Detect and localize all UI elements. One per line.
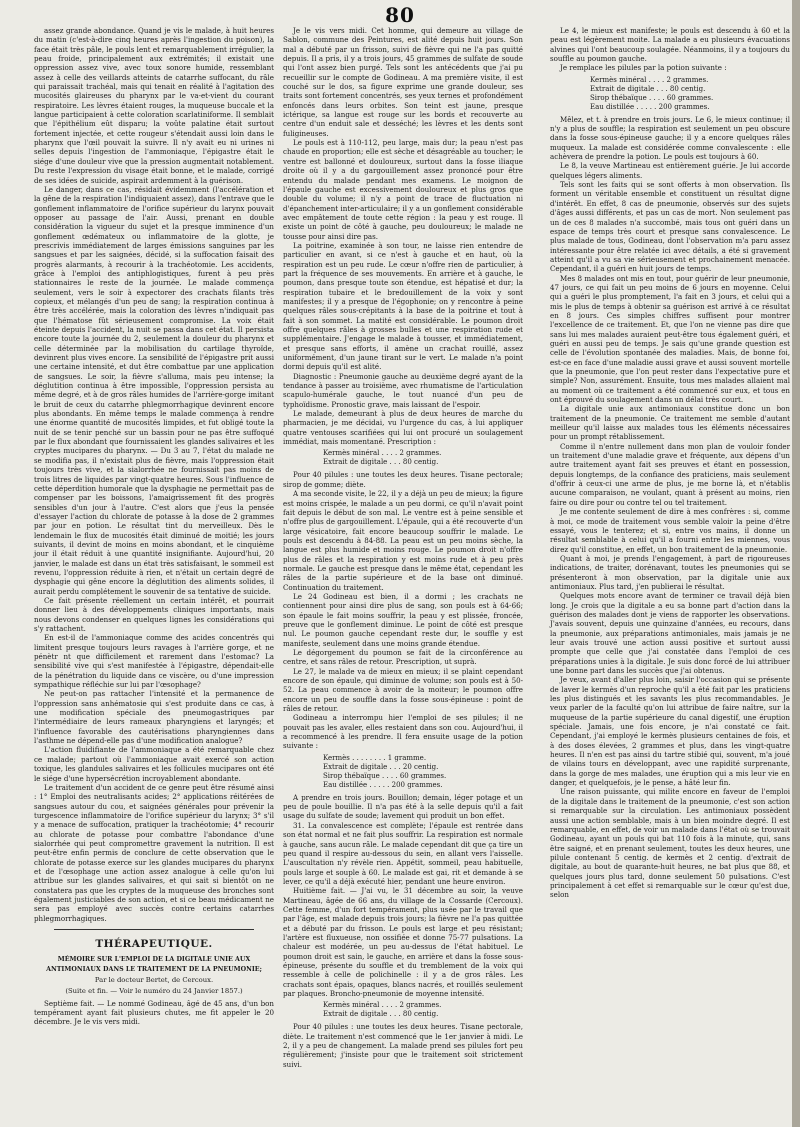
paragraph: 31. La convalescence est complète; l'épaule est rentrée dans son état normal et ne fait plus souffrir. La respiration est normale à gauche, sans aucun râle. Le malade cependant dit que ça tire un peu quand il respire au-dessous du sein, en allant vers l'aisselle. L'auscultation n'y révèle rien. Appétit, sommeil, peau habituelle, pouls large et souple à 60. Le malade est gai, rit et demande à se lever, ce qu'il a déjà exécuté hier, pendant une heure environ. (283, 820, 523, 886)
paragraph: assez grande abondance. Quand je vis le malade, à huit heures du matin (c'est-à-dire cinq heures après l'ingestion du poison), la face était très pâle, le pouls lent et remarquablement irrégulier, la peau froide, principalement aux extrémités; il existait une oppression assez vive, avec toux sonore humide, ressemblant assez à celle des veillards atteints de catarrhe suffocant, du râle qui paraissait trachéal, mais qui tenait en réalité à l'agitation des mucosités glaireuses du pharynx par le va-et-vient du courant respiratoire. Les lèvres étaient rouges, la muqueuse buccale et la langue participaient à cette coloration scarlatiniforme. Il semblait que l'épithélium eût disparu; la voûte palatine était surtout fortement injectée, et cette rougeur s'étendait aussi loin dans le pharynx que l'œil pouvait la suivre. Il n'y avait eu ni urines ni selles depuis l'ingestion de l'ammoniaque, l'épigastre était le siége d'une douleur vive que la pression augmentait notablement. Du reste l'expression du visage était bonne, et le malade, corrigé de ses idées de suicide, aspirait ardemment à la guérison. (34, 26, 274, 185)
prescription-line: Extrait de digitale . . . 20 centig. (323, 762, 439, 771)
prescription (323, 754, 523, 790)
paragraph: Le 27, le malade va de mieux en mieux; il se plaint cependant encore de son épaule, qui diminue de volume; son pouls est à 50-52. La peau commence à avoir de la moiteur; le poumon offre encore un peu de souffle dans la fosse sous-épineuse : point de râles de retour. (283, 666, 523, 714)
paragraph: Comme il n'entre nullement dans mon plan de vouloir fonder un traitement d'une maladie grave et fréquente, aux dépens d'un autre traitement ayant fait ses preuves et étant en possession, depuis longtemps, de la confiance des praticiens, mais seulement d'offrir à ceux-ci une arme de plus, je me borne là, et n'établis aucune comparaison, ne voulant, quant à présent au moins, rien faire ou dire pour ou contre tel ou tel traitement. (550, 441, 790, 507)
paragraph: Le traitement d'un accident de ce genre peut être résumé ainsi : 1° Emploi des neutralisants acides; 2° applications réitérées de sangsues autour du cou, et saignées générales pour prévenir la turgescence inflammatoire de l'orifice supérieur du larynx; 3° s'il y a menace de suffocation, pratiquer la trachéotomie; 4° recourir au chlorate de potasse pour combattre l'abondance d'une sialorrhée qui peut compromettre gravement la nutrition. Il est peut-être enfin permis de conclure de cette observation que le chlorate de potasse exerce sur les glandes mucipares du pharynx et de l'œsophage une action assez analogue à celle qu'on lui attribue sur les glandes salivaires, et qui sait si bientôt on ne constatera pas que les cryptes de la muqueuse des bronches sont également justiciables de son action, et si ce beau médicament ne sera pas employé avec succès contre certains catarrhes phlegmorrhagiques. (34, 782, 274, 923)
column-middle (283, 26, 523, 1069)
column-right (550, 26, 790, 900)
paragraph: Septième fait. — Le nommé Godineau, âgé de 45 ans, d'un bon tempérament ayant fait plusieurs chutes, me fit appeler le 20 décembre. Je le vis vers midi. (34, 998, 274, 1027)
paragraph: La digitale unie aux antimoniaux constitue donc un bon traitement de la pneumonie. Ce traitement me semble d'autant meilleur qu'il laisse aux malades tous les éléments nécessaires pour un prompt rétablissement. (550, 404, 790, 442)
prescription (323, 1001, 523, 1019)
paragraph: La poitrine, examinée à son tour, ne laisse rien entendre de particulier en avant, si ce n'est à gauche et en haut, où la respiration est un peu rude. Le cœur n'offre rien de particulier, à part la fréquence de ses mouvements. En arrière et à gauche, le poumon, dans presque toute son étendue, est hépatisé et dur; la respiration tubaire et le bredouillement de la voix y sont manifestes; il y a presque de l'égophonie; on y rencontre à peine quelques râles sous-crépitants à la base de la poitrine et tout à fait à son sommet. La matité est considérable. Le poumon droit offre quelques râles à grosses bulles et une respiration rude et supplémentaire. J'engage le malade à tousser, et immédiatement, et presque sans efforts, il amène un crachat rouillé, assez uniformément, d'un jaune tirant sur le vert. Le malade n'a point dormi depuis qu'il est alité. (283, 240, 523, 372)
prescription (590, 76, 790, 112)
page-number: 80 (385, 3, 415, 27)
byline: Par le docteur Bertet, de Cercoux. (94, 976, 214, 985)
prescription-line: Eau distillée . . . . . 200 grammes. (590, 102, 710, 111)
paragraph: Pour 40 pilules : une toutes les deux heures. Tisane pectorale; sirop de gomme; diète. (283, 470, 523, 489)
paragraph: Je veux, avant d'aller plus loin, saisir l'occasion qui se présente de laver le kermès d'un reproche qu'il a été fait par les praticiens les plus distingués et les savants les plus recommandables. Je veux parler de la faculté qu'on lui attribue de faire naître, sur la muqueuse de la partie supérieure du canal digestif, une éruption spéciale. Jamais, une fois encore, je n'ai constaté ce fait. Cependant, j'ai employé le kermès plusieurs centaines de fois, et à des doses élevées, 2 grammes et plus, dans les vingt-quatre heures. Il n'en est pas ainsi du tartre stibié qui, souvent, m'a joué de vilains tours en développant, avec une rapidité surprenante, dans la gorge de mes malades, une éruption qui a mis leur vie en danger, et quelquefois, je le pense, a hâté leur fin. (550, 675, 790, 788)
source-note: (Suite et fin. — Voir le numéro du 24 Janvier 1857.) (65, 987, 243, 996)
prescription-line: Kermès minéral . . . . 2 grammes. (323, 1001, 442, 1010)
paragraph: Godineau a interrompu hier l'emploi de ses pilules; il ne pouvait pas les avaler, elles restaient dans son cou. Aujourd'hui, il a recommencé à les prendre. Il fera ensuite usage de la potion suivante : (283, 713, 523, 751)
divider (54, 929, 254, 930)
paragraph: Mes 8 malades ont mis en tout, pour guérir de leur pneumonie, 47 jours, ce qui fait un peu moins de 6 jours en moyenne. Celui qui a guéri le plus promptement, l'a fait en 3 jours, et celui qui a mis le plus de temps à obtenir sa guérison est arrivé à ce résultat en 8 jours. Ces simples chiffres suffisent pour montrer l'excellence de ce traitement. Et, que l'on ne vienne pas dire que sans lui mes malades auraient peut-être tous également guéri, et guéri en aussi peu de temps. Je sais qu'une grande question est celle de l'évolution spontanée des maladies. Mais, de bonne foi, est-ce en face d'une maladie aussi grave et aussi souvent mortelle que la pneumonie, que l'on peut rester dans l'expectative pure et simple? Non, assurément. Ensuite, tous mes malades allaient mal au moment où ce traitement a été commencé sur eux, et tous en ont éprouvé du soulagement dans un délai très court. (550, 273, 790, 405)
prescription-line: Extrait de digitale . . . 80 centig. (323, 458, 439, 467)
section-heading: THÉRAPEUTIQUE. (95, 938, 213, 950)
paragraph: Ce fait présente réellement un certain intérêt, et pourrait donner lieu à des développements cliniques importants, mais nous devons condenser en quelques lignes les considérations qui s'y rattachent. (34, 595, 274, 633)
prescription-line: Sirop thébaïque . . . . 60 grammes. (590, 93, 714, 102)
paragraph: Une raison puissante, qui milite encore en faveur de l'emploi de la digitale dans le traitement de la pneumonie, c'est son action si remarquable sur la circulation. Les antimoniaux possèdent aussi une action semblable, mais à un bien moindre degré. Il est remarquable, en effet, de voir un malade dans l'état où se trouvait Godineau, ayant un pouls qui bat 110 fois à la minute, qui, sans être saigné, et en prenant seulement, toutes les deux heures, une pilule contenant 5 centig. de kermès et 2 centig. d'extrait de digitale, au bout de quarante-huit heures, ne bat plus que 88, et quelques jours plus tard, donne seulement 50 pulsations. C'est principalement à cet effet si remarquable sur le cœur qu'est due, selon (550, 787, 790, 900)
paragraph: Le dégorgement du poumon se fait de la circonférence au centre, et sans râles de retour. Prescription, ut suprà. (283, 648, 523, 667)
page-edge (792, 0, 800, 1127)
paragraph: Le pouls est à 110-112, peu large, mais dur; la peau n'est pas chaude en proportion; elle est sèche et désagréable au toucher; le ventre est ballonné et douloureux, surtout dans la fosse iliaque droite où il y a du gargouillement assez prononcé pour être entendu du malade pendant mes examens. Le moignon de l'épaule gauche est excessivement douloureux et plus gros que double du volume; il n'y a point de trace de fluctuation ni d'épanchement inter-articulaire; il y a un gonflement considérable avec empâtement de toute cette région : la peau y est rouge. Il existe un point de côté à gauche, peu douloureux; le malade ne tousse pour ainsi dire pas. (283, 138, 523, 241)
paragraph: Je me contente seulement de dire à mes confrères : si, comme à moi, ce mode de traitement vous semble valoir la peine d'être essayé, vous le tenterez; et si, entre vos mains, il donne un résultat semblable à celui qu'il a fourni entre les miennes, vous direz qu'il constitue, en effet, un bon traitement de la pneumonie. (550, 507, 790, 554)
paragraph: L'action fluidifiante de l'ammoniaque a été remarquable chez ce malade; partout où l'ammoniaque avait exercé son action toxique, les glandules salivaires et les follicules mucipares ont été le siége d'une hypersécrétion incroyablement abondante. (34, 745, 274, 783)
paragraph: Pour 40 pilules : une toutes les deux heures. Tisane pectorale, diète. Le traitement n'est commencé que le 1er janvier à midi. Le 2, il y a peu de changement. La malade prend ses pilules fort peu régulièrement; j'insiste pour que le traitement soit strictement suivi. (283, 1022, 523, 1069)
paragraph: Je remplace les pilules par la potion suivante : (560, 63, 727, 73)
paragraph: Le malade, demeurant à plus de deux heures de marche du pharmacien, je me décidai, vu l'urgence du cas, à lui appliquer quatre ventouses scarifiées qui lui ont procuré un soulagement immédiat, mais momentané. Prescription : (283, 409, 523, 447)
paragraph: A ma seconde visite, le 22, il y a déjà un peu de mieux; la figure est moins crispée, le malade a un peu dormi, ce qu'il n'avait point fait depuis le début de son mal. Le ventre est à peine sensible et n'offre plus de gargouillement. L'épaule, qui a été recouverte d'un large vésicatoire, fait encore beaucoup souffrir le malade. Le pouls est descendu à 84-88. La peau est un peu moins sèche, la langue est plus humide et moins rouge. Le poumon droit n'offre plus de râles et la respiration y est moins rude et à peu près normale. Le gauche est presque dans le même état, cependant les râles de la partie supérieure et de la base ont diminué. Continuation du traitement. (283, 489, 523, 592)
article-title: MÉMOIRE SUR L'EMPLOI DE LA DIGITALE UNIE AUX ANTIMONIAUX DANS LE TRAITEMENT DE LA PNEUMONIE; (46, 956, 262, 973)
prescription-line: Kermès minéral . . . . 2 grammes. (323, 449, 442, 458)
paragraph: Tels sont les faits qui se sont offerts à mon observation. Ils forment un véritable ensemble et constituent un résultat digne d'intérêt. En effet, 8 cas de pneumonie, observés sur des sujets d'âges aussi différents, et pas un cas de mort. Non seulement pas un de ces 8 malades n'a succombé, mais tous ont guéri dans un espace de temps très court et presque sans convalescence. Le plus malade de tous, Godineau, dont l'observation m'a paru assez intéressante pour être relatée ici avec détails, a été si gravement atteint qu'il a vu sa vie sérieusement et prochainement menacée. Cependant, il a guéri en huit jours de temps. (550, 180, 790, 274)
paragraph: Je le vis vers midi. Cet homme, qui demeure au village de Sablon, commune des Peintures, est alité depuis huit jours. Son mal a débuté par un frisson, suivi de fièvre qui ne l'a pas quitté depuis. Il a pris, il y a trois jours, 45 grammes de sulfate de soude qui l'ont assez bien purgé. Tels sont les antécédents que j'ai pu recueillir sur le compte de Godineau. A ma première visite, il est couché sur le dos, sa figure exprime une grande douleur, ses traits sont fortement concentrés, ses yeux ternes et profondément enfoncés dans leurs orbites. Son teint est jaune, presque ictérique, sa langue est rouge sur les bords et recouverte au centre d'un enduit sale et desséché; les lèvres et les dents sont fuligineuses. (283, 26, 523, 138)
paragraph: Le 24 Godineau est bien, il a dormi ; les crachats ne contiennent pour ainsi dire plus de sang, son pouls est à 64-66; son épaule le fait moins souffrir, la peau y est plissée, froncée, preuve que le gonflement diminue. Le point de côté est presque nul. Le poumon gauche cependant reste dur, le souffle y est manifeste, seulement dans une moins grande étendue. (283, 591, 523, 648)
paragraph: Huitième fait. — J'ai vu, le 31 décembre au soir, la veuve Martineau, âgée de 66 ans, du village de la Cossarde (Cercoux). Cette femme, d'un fort tempérament, plus usée par le travail que par l'âge, est malade depuis trois jours; la fièvre ne l'a pas quittée et a débuté par du frisson. Le pouls est large et peu résistant; l'artère est fluxueuse, non ossifiée et donne 75-77 pulsations. La chaleur est modérée, un peu au-dessus de l'état habituel. Le poumon droit est sain, le gauche, en arrière et dans la fosse sous-épineuse, présente du souffle et du tremblement de la voix qui ressemble à celle de polichinelle : il y a de gros râles. Les crachats sont épais, opaques, blancs nacrés, et rouillés seulement par plaques. Broncho-pneumonie de moyenne intensité. (283, 886, 523, 998)
paragraph: Le danger, dans ce cas, résidait évidemment (l'accélération et la gêne de la respiration l'indiquaient assez), dans l'entrave que le gonflement inflammatoire de l'orifice supérieur du larynx pouvait opposer au passage de l'air. Aussi, prenant en double considération la vigueur du sujet et la presque imminence d'un gonflement œdémateux ou inflammatoire de la glotte, je prescrivis immédiatement de larges émissions sanguines par les sangsues et par les saignées, décidé, si la suffocation faisait des progrès alarmants, à recourir à la trachéotomie. Les accidents, grâce à l'emploi des antiphlogistiques, furent à peu près stationnaires le reste de la journée. Le malade commença seulement, vers le soir à expectorer des crachats filants très copieux, et mélangés d'un peu de sang; la respiration continua à être très accélérée, mais la coloration des lèvres n'indiquait pas que l'hématose fût sérieusement compromise. La voix était éteinte depuis l'accident, la nuit se passa dans cet état. Il persista encore toute la journée du 2, seulement la douleur du pharynx et celle déterminée par la mobilisation du cartilage thyroïde, devinrent plus vives encore. La sensibilité de l'épigastre prit aussi une certaine intensité, et dut être combattue par une application de sangsues. Le soir, la fièvre s'alluma, mais peu intense; la déglutition continua à être impossible, l'oppression persista au même degré, et à de gros râles humides de l'arrière-gorge imitant le bruit de ceux du catarrhe phlegmorrhagique devinrent encore plus abondants. En même temps le malade commença à rendre une énorme quantité de mucosités limpides, et fut obligé toute la nuit de se tenir penché sur un bassin pour ne pas être suffoqué par le flux abondant que fournissaient les glandes salivaires et les cryptes mucipares du pharynx. — Du 3 au 7, l'état du malade ne se modifia pas, il n'existait plus de fièvre, mais l'oppression était toujours très vive, et la sialorrhée ne fournissait pas moins de trois litres de liquides par vingt-quatre heures. Sous l'influence de cette déperdition humorale que la dysphagie ne permettait pas de compenser par les boissons, l'amaigrissement fit des progrès sensibles d'un jour à l'autre. C'est alors que j'eus la pensée d'essayer l'action du chlorate de potasse à la dose de 2 grammes par jour en potion. Le résultat tint du merveilleux. Dès le lendemain le flux de mucosités était diminué de moitié; les jours suivants, il devint de moins en moins abondant, et le cinquième jour il était réduit à une quantité insignifiante. Aujourd'hui, 20 janvier, le malade est dans un état très satisfaisant, le sommeil est revenu, l'oppression réduite à rien, et n'était un certain degré de dysphagie qui gêne encore la déglutition des aliments solides, il aurait perdu complétement le souvenir de sa tentative de suicide. (34, 184, 274, 596)
prescription-line: Kermès . . . . . . . . 1 gramme. (323, 753, 427, 762)
prescription-line: Kermès minéral . . . . 2 grammes. (590, 75, 709, 84)
paragraph: Mêlez, et t. à prendre en trois jours. Le 6, le mieux continue; il n'y a plus de souffle; la respiration est seulement un peu obscure dans la fosse sous-épineuse gauche; il y a encore quelques râles muqueux. La malade est considérée comme convalescente : elle achèvera de prendre la potion. Le pouls est toujours à 60. (550, 114, 790, 162)
prescription-line: Eau distillée . . . . . 200 grammes. (323, 780, 443, 789)
paragraph: Quant à moi, je prends l'engagement, à part de rigoureuses indications, de traiter, dorénavant, toutes les pneumonies qui se présenteront à mon observation, par la digitale unie aux antimoniaux. Plus tard, j'en publierai le résultat. (550, 553, 790, 591)
paragraph: En est-il de l'ammoniaque comme des acides concentrés qui limitent presque toujours leurs ravages à l'arrière gorge, et ne pénètr nt que difficilement et rarement dans l'estomac? La sensibilité vive qui s'est manifestée à l'épigastre, dépendait-elle de la pénétration du liquide dans ce viscère, ou d'une impression sympathique réfléchie sur lui par l'œsophage? (34, 633, 274, 690)
paragraph: A prendre en trois jours. Bouillon; demain, léger potage et un peu de poule bouillie. Il n'a pas été à la selle depuis qu'il a fait usage du sulfate de soude; lavement qui produit un bon effet. (283, 792, 523, 821)
column-left (34, 26, 274, 1027)
paragraph: Ne peut-on pas rattacher l'intensité et la permanence de l'oppression sans anhématosie qui s'est produite dans ce cas, à une modification spéciale des pneumogastriques par l'intermédiaire de leurs rameaux pharyngiens et laryngés; et l'influence favorable des cautérisations pharyngiennes dans l'asthme ne dépend-elle pas d'une modification analogue? (34, 689, 274, 746)
paragraph: Diagnostic : Pneumonie gauche au deuxième degré ayant de la tendance à passer au troisième, avec rhumatisme de l'articulation scapulo-humérale gauche, le tout nuancé d'un peu de typhoïdisme. Pronostic grave, mais laissant de l'espoir. (283, 371, 523, 409)
paragraph: Le 8, la veuve Martineau est entièrement guérie. Je lui accorde quelques légers aliments. (550, 161, 790, 180)
prescription-line: Extrait de digitale . . . 80 centig. (323, 1010, 439, 1019)
prescription-line: Extrait de digitale . . . 80 centig. (590, 84, 706, 93)
prescription (323, 449, 523, 467)
paragraph: Quelques mots encore avant de terminer ce travail déjà bien long. Je crois que la digitale a eu sa bonne part d'action dans la guérison des malades dont je viens de rapporter les observations. J'avais souvent, depuis une quinzaine d'années, eu recours, dans la pneumonie, aux préparations antimoniales, mais jamais je ne leur avais trouvé une action aussi positive et surtout aussi prompte que celle que j'ai constatée dans l'emploi de ces préparations unies à la digitale. Je suis donc forcé de lui attribuer une bonne part dans les succès que j'ai obtenus. (550, 591, 790, 675)
paragraph: Le 4, le mieux est manifeste; le pouls est descendu à 60 et la peau est légèrement moite. La malade a eu plusieurs évacuations alvines qui l'ont beaucoup soulagée. Néanmoins, il y a toujours du souffle au poumon gauche. (550, 26, 790, 64)
prescription-line: Sirop thébaïque . . . . 60 grammes. (323, 771, 447, 780)
